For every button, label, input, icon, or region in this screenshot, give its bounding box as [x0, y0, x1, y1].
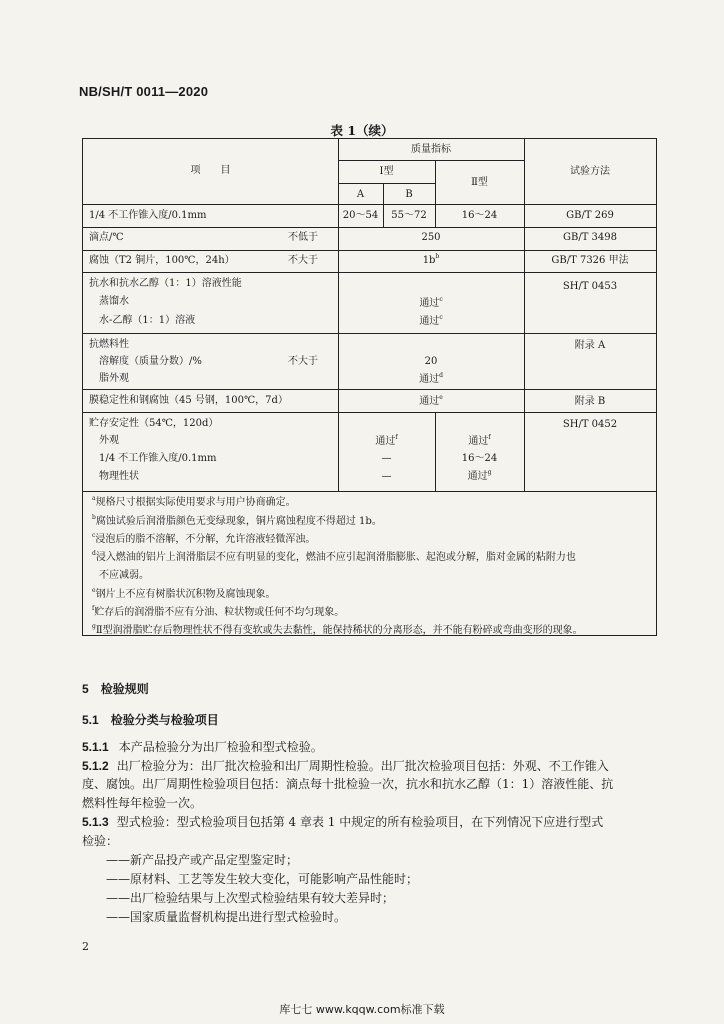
header-method: 试验方法: [570, 166, 610, 177]
row-storage-t1-v1: 通过$^f$: [375, 434, 398, 447]
table-title: 表 1（续）: [330, 123, 394, 138]
rule: [83, 204, 656, 205]
row-corrosion-method: GB/T 7326 甲法: [551, 255, 629, 266]
row-water-v2: 通过$^c$: [419, 314, 443, 327]
rule: [83, 250, 656, 251]
row-fuel-v2: 通过$^d$: [419, 372, 443, 385]
header-quality-index: 质量指标: [411, 144, 451, 155]
section-5-heading: 5 检验规则: [82, 682, 149, 696]
row-storage-t2-v3: 通过$^g$: [467, 469, 492, 482]
row-fuel-label: 抗燃料性: [89, 339, 129, 350]
header-type1-b: B: [405, 189, 413, 200]
row-storage-sub3: 物理性状: [99, 471, 139, 482]
row-film-method: 附录 B: [574, 396, 606, 407]
rule: [338, 160, 524, 161]
rule: [83, 227, 656, 228]
row-film-value: 通过$^e$: [419, 394, 443, 407]
row-storage-sub2: 1/4 不工作锥入度/0.1mm: [99, 453, 217, 464]
section-5-1-heading: 5.1 检验分类与检验项目: [82, 713, 219, 727]
row-fuel-sub1-limit: 不大于: [288, 356, 318, 367]
footnote-d: $^d$浸入燃油的铝片上润滑脂层不应有明显的变化，燃油不应引起润滑脂膨胀、起泡或分解，脂对金属的粘附力也: [92, 550, 576, 563]
rule: [83, 333, 656, 334]
row-storage-t2-v2: 16～24: [461, 453, 498, 464]
bullet-item: ——出厂检验结果与上次型式检验结果有较大差异时；: [106, 891, 395, 905]
clause-5-1-2-line3: 燃料性每年检验一次。: [82, 796, 203, 810]
footnote-e: $^e$钢片上不应有树脂状沉积物及腐蚀现象。: [92, 587, 276, 600]
row-water-method: SH/T 0453: [562, 281, 618, 292]
row-film-label: 膜稳定性和钢腐蚀（45 号钢，100℃，7d）: [89, 395, 288, 406]
doc-code: NB/SH/T 0011—2020: [79, 84, 209, 99]
row-corrosion-value: $1b^b$: [422, 253, 440, 266]
row-penetration-t2: 16～24: [461, 210, 498, 221]
clause-5-1-2-line1: 5.1.2 出厂检验分为：出厂批次检验和出厂周期性检验。出厂批次检验项目包括：外观、不工作锥入: [82, 759, 609, 773]
clause-5-1-1: 5.1.1 本产品检验分为出厂检验和型式检验。: [82, 740, 323, 754]
row-penetration-b: 55～72: [391, 210, 427, 221]
row-water-label: 抗水和抗水乙醇（1：1）溶液性能: [89, 278, 242, 289]
page-number: 2: [82, 940, 89, 953]
row-fuel-method: 附录 A: [574, 340, 606, 351]
header-type1: Ⅰ型: [379, 166, 394, 177]
header-type2: Ⅱ型: [471, 177, 488, 188]
row-storage-t1-v3: —: [381, 471, 392, 482]
footer-watermark: 库七七 www.kqqw.com标准下载: [279, 1003, 445, 1016]
row-penetration-method: GB/T 269: [566, 210, 614, 221]
rule: [83, 412, 656, 413]
rule: [338, 183, 435, 184]
clause-5-1-2-line2: 度、腐蚀。出厂周期性检验项目包括：滴点每十批检验一次，抗水和抗水乙醇（1：1）溶液性能、抗: [82, 777, 614, 791]
clause-5-1-3-line1: 5.1.3 型式检验：型式检验项目包括第 4 章表 1 中规定的所有检验项目，在下列情况下应进行型式: [82, 815, 604, 829]
footnote-g: $^g$Ⅱ型润滑脂贮存后物理性状不得有变软或失去黏性，能保持稀状的分离形态，并不能有粉碎或弯曲变形的现象。: [92, 623, 583, 636]
row-drop-point-label: 滴点/℃: [89, 232, 124, 243]
bullet-item: ——国家质量监督机构提出进行型式检验时。: [106, 910, 347, 924]
row-fuel-sub2: 脂外观: [99, 373, 129, 384]
row-storage-sub1: 外观: [99, 435, 119, 446]
row-penetration-label: 1/4 不工作锥入度/0.1mm: [89, 210, 207, 221]
row-storage-t2-v1: 通过$^f$: [468, 434, 491, 447]
row-fuel-v1: 20: [424, 356, 438, 367]
row-drop-point-value: 250: [421, 232, 441, 243]
row-storage-t1-v2: —: [381, 453, 392, 464]
bullet-item: ——新产品投产或产品定型鉴定时；: [106, 853, 299, 867]
row-storage-method: SH/T 0452: [562, 419, 618, 430]
footnote-c: $^c$浸泡后的脂不溶解，不分解，允许溶液轻微浑浊。: [92, 532, 316, 545]
header-item: 项 目: [190, 165, 231, 176]
row-water-sub1: 蒸馏水: [99, 296, 129, 307]
row-water-sub2: 水-乙醇（1：1）溶液: [99, 315, 196, 326]
header-type1-a: A: [356, 189, 365, 200]
footnote-f: $^f$贮存后的润滑脂不应有分油、粒状物或任何不均匀现象。: [92, 605, 345, 618]
row-penetration-a: 20～54: [342, 210, 379, 221]
footnote-a: $^a$规格尺寸根据实际使用要求与用户协商确定。: [92, 495, 296, 508]
row-corrosion-label: 腐蚀（T2 铜片，100℃，24h）: [89, 255, 235, 266]
rule: [83, 491, 656, 492]
row-drop-point-method: GB/T 3498: [562, 232, 617, 243]
row-corrosion-limit: 不大于: [288, 255, 318, 266]
footnote-b: $^b$腐蚀试验后润滑脂颜色无变绿现象，铜片腐蚀程度不得超过 1b。: [92, 514, 382, 527]
rule: [524, 139, 525, 491]
rule: [83, 272, 656, 273]
clause-5-1-3-line2: 检验：: [82, 834, 119, 848]
row-fuel-sub1: 溶解度（质量分数）/%: [99, 356, 202, 367]
row-drop-point-limit: 不低于: [288, 232, 318, 243]
row-storage-label: 贮存安定性（54℃，120d）: [89, 418, 219, 429]
bullet-item: ——原材料、工艺等发生较大变化，可能影响产品性能时；: [106, 872, 419, 886]
rule: [83, 389, 656, 390]
footnote-d-cont: 不应减弱。: [99, 570, 149, 581]
row-water-v1: 通过$^c$: [419, 296, 443, 309]
